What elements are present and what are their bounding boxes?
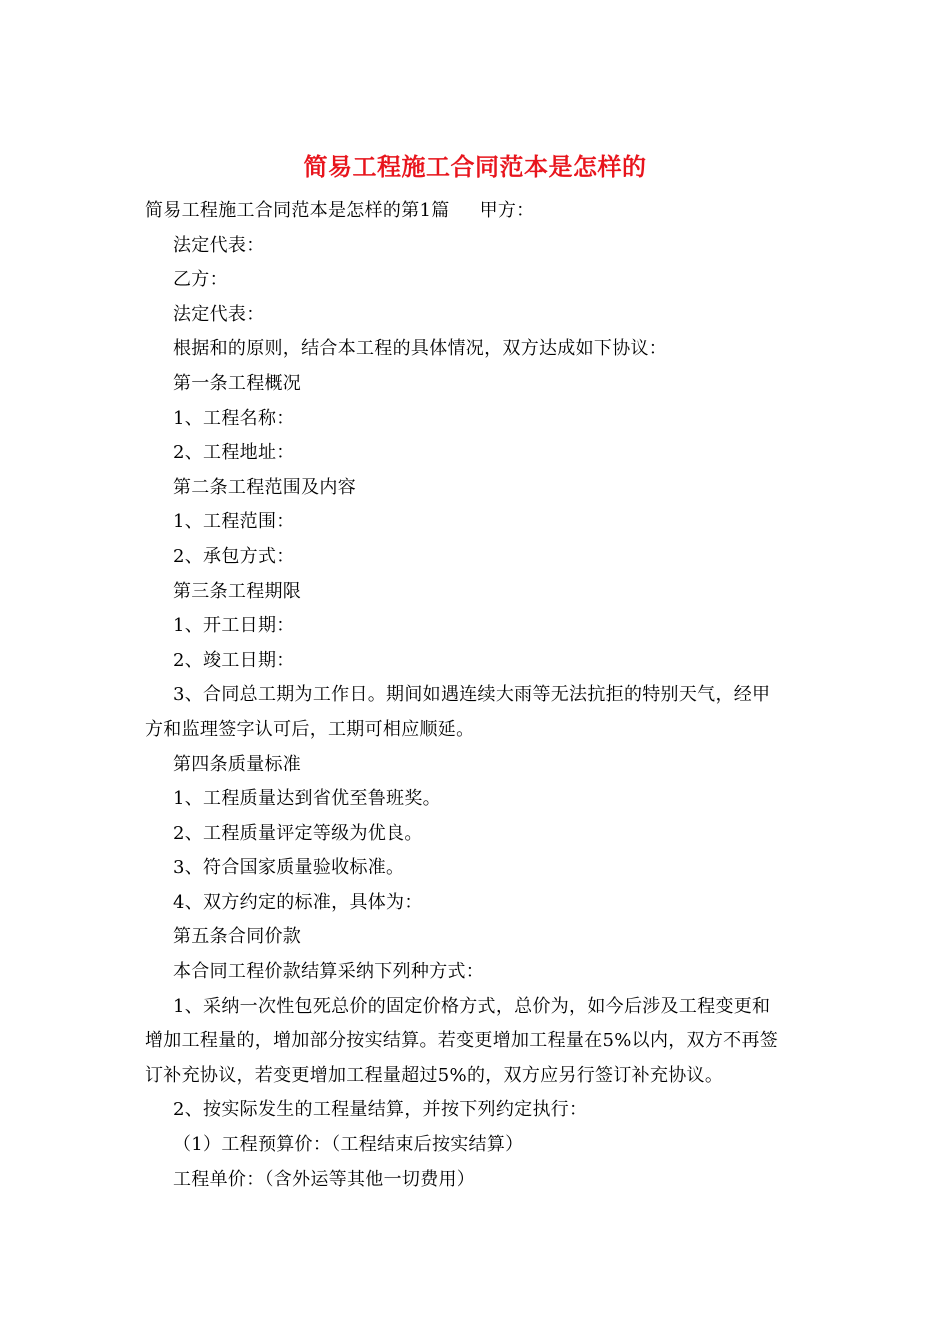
paragraph-line: 1、开工日期： <box>173 615 295 637</box>
section-heading: 第四条质量标准 <box>173 753 302 775</box>
paragraph-line: 1、工程质量达到省优至鲁班奖。 <box>173 788 441 810</box>
paragraph-line: 3、符合国家质量验收标准。 <box>173 857 405 879</box>
paragraph-continuation-line: 增加工程量的，增加部分按实结算。若变更增加工程量在5%以内，双方不再签 <box>145 1030 779 1052</box>
document-intro-line <box>145 194 805 229</box>
paragraph-line: 2、工程地址： <box>173 442 295 464</box>
document-title: 简易工程施工合同范本是怎样的 <box>303 152 647 181</box>
intro-heading: 简易工程施工合同范本是怎样的第1篇 <box>145 200 450 221</box>
section-heading: 第五条合同价款 <box>173 926 302 948</box>
paragraph-line: 2、按实际发生的工程量结算，并按下列约定执行： <box>173 1099 588 1121</box>
paragraph-line: 3、合同总工期为工作日。期间如遇连续大雨等无法抗拒的特别天气，经甲 <box>173 684 771 706</box>
paragraph-line: 2、工程质量评定等级为优良。 <box>173 822 423 844</box>
section-heading: 第一条工程概况 <box>173 372 302 394</box>
paragraph-continuation-line: 订补充协议，若变更增加工程量超过5%的，双方应另行签订补充协议。 <box>145 1064 724 1086</box>
document-body <box>145 194 805 1197</box>
paragraph-line: 法定代表： <box>173 234 265 256</box>
paragraph-line: 本合同工程价款结算采纳下列种方式： <box>173 961 485 983</box>
paragraph-line: 1、采纳一次性包死总价的固定价格方式，总价为，如今后涉及工程变更和 <box>173 995 771 1017</box>
paragraph-line: 工程单价：（含外运等其他一切费用） <box>173 1168 476 1190</box>
paragraph-line: 根据和的原则，结合本工程的具体情况，双方达成如下协议： <box>173 338 668 360</box>
paragraph-line: 1、工程范围： <box>173 511 295 533</box>
paragraph-line: 1、工程名称： <box>173 407 295 429</box>
party-a-label: 甲方： <box>479 200 535 221</box>
paragraph-continuation-line: 方和监理签字认可后，工期可相应顺延。 <box>145 718 475 740</box>
paragraph-line: 法定代表： <box>173 303 265 325</box>
paragraph-line: 4、双方约定的标准，具体为： <box>173 891 423 913</box>
paragraph-line: （1）工程预算价：（工程结束后按实结算） <box>173 1134 524 1156</box>
paragraph-line: 2、承包方式： <box>173 545 295 567</box>
section-heading: 第二条工程范围及内容 <box>173 476 356 498</box>
paragraph-line: 乙方： <box>173 269 228 291</box>
section-heading: 第三条工程期限 <box>173 580 302 602</box>
paragraph-line: 2、竣工日期： <box>173 649 295 671</box>
